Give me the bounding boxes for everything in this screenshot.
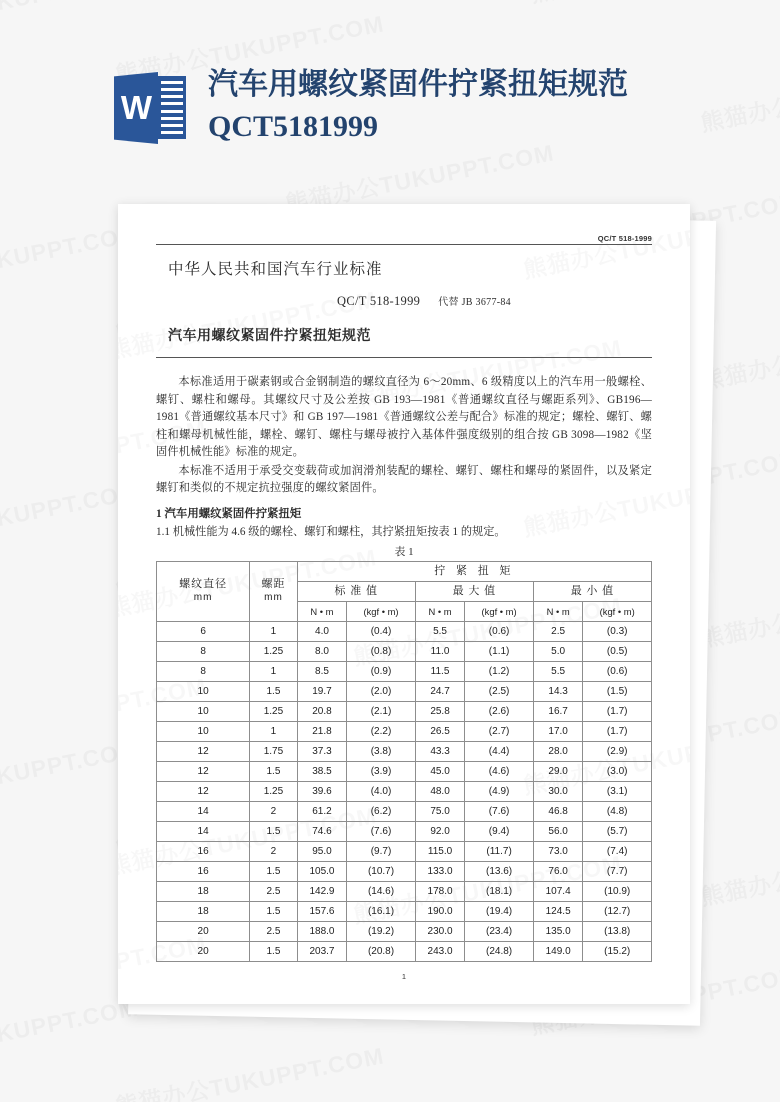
subtitle-rule bbox=[156, 357, 652, 358]
table-cell: 133.0 bbox=[415, 861, 465, 881]
table-cell: (0.6) bbox=[465, 621, 534, 641]
table-cell: (1.1) bbox=[465, 641, 534, 661]
table-cell: 48.0 bbox=[415, 781, 465, 801]
table-cell: (7.6) bbox=[465, 801, 534, 821]
table-row bbox=[157, 661, 652, 681]
header-rule bbox=[156, 244, 652, 245]
table-cell: 75.0 bbox=[415, 801, 465, 821]
table-cell: 1.5 bbox=[250, 681, 298, 701]
table-cell: (14.6) bbox=[347, 881, 416, 901]
document-header bbox=[0, 0, 780, 190]
table-row bbox=[157, 841, 652, 861]
table-cell: 1.75 bbox=[250, 741, 298, 761]
table-cell: 105.0 bbox=[297, 861, 347, 881]
table-cell: 188.0 bbox=[297, 921, 347, 941]
table-header-row-1 bbox=[157, 561, 652, 581]
table-cell: (23.4) bbox=[465, 921, 534, 941]
table-cell: 12 bbox=[157, 741, 250, 761]
table-cell: 16 bbox=[157, 861, 250, 881]
th-thread-diameter-unit: mm bbox=[193, 592, 213, 603]
table-cell: (13.8) bbox=[583, 921, 652, 941]
page-title: 汽车用螺纹紧固件拧紧扭矩规范QCT5181999 bbox=[208, 68, 628, 143]
th-thread-diameter-label: 螺纹直径 bbox=[179, 578, 228, 590]
table-cell: 61.2 bbox=[297, 801, 347, 821]
table-cell: 142.9 bbox=[297, 881, 347, 901]
table-cell: 25.8 bbox=[415, 701, 465, 721]
table-cell: (3.8) bbox=[347, 741, 416, 761]
table-cell: (0.5) bbox=[583, 641, 652, 661]
table-cell: (4.8) bbox=[583, 801, 652, 821]
word-document-icon bbox=[108, 72, 186, 144]
th-pitch-unit: mm bbox=[264, 592, 283, 603]
th-max-value: 最 大 值 bbox=[415, 581, 533, 601]
table-cell: 39.6 bbox=[297, 781, 347, 801]
table-cell: 45.0 bbox=[415, 761, 465, 781]
table-cell: 20.8 bbox=[297, 701, 347, 721]
torque-table bbox=[156, 561, 652, 962]
table-row bbox=[157, 941, 652, 961]
table-cell: (0.9) bbox=[347, 661, 416, 681]
table-cell: (19.2) bbox=[347, 921, 416, 941]
table-cell: 1.5 bbox=[250, 901, 298, 921]
table-cell: 6 bbox=[157, 621, 250, 641]
th-unit-nm-min: N • m bbox=[533, 601, 583, 621]
table-cell: 4.0 bbox=[297, 621, 347, 641]
word-icon-letter: W bbox=[120, 89, 152, 126]
table-cell: 190.0 bbox=[415, 901, 465, 921]
table-row bbox=[157, 681, 652, 701]
table-cell: 21.8 bbox=[297, 721, 347, 741]
table-cell: 10 bbox=[157, 721, 250, 741]
page-number: 1 bbox=[401, 971, 407, 981]
table-cell: (7.4) bbox=[583, 841, 652, 861]
table-cell: 135.0 bbox=[533, 921, 583, 941]
table-cell: (3.9) bbox=[347, 761, 416, 781]
table-cell: 1 bbox=[250, 661, 298, 681]
th-pitch-label: 螺距 bbox=[261, 578, 286, 590]
table-cell: 230.0 bbox=[415, 921, 465, 941]
table-cell: (13.6) bbox=[465, 861, 534, 881]
table-cell: (2.1) bbox=[347, 701, 416, 721]
table-cell: 5.5 bbox=[533, 661, 583, 681]
table-cell: 178.0 bbox=[415, 881, 465, 901]
table-cell: (1.5) bbox=[583, 681, 652, 701]
table-cell: (0.8) bbox=[347, 641, 416, 661]
section-paragraph-1-1: 1.1 机械性能为 4.6 级的螺栓、螺钉和螺柱，其拧紧扭矩按表 1 的规定。 bbox=[156, 525, 506, 538]
table-row bbox=[157, 781, 652, 801]
th-unit-kgf-standard: (kgf • m) bbox=[347, 601, 416, 621]
table-cell: 76.0 bbox=[533, 861, 583, 881]
table-cell: 14 bbox=[157, 801, 250, 821]
table-cell: 24.7 bbox=[415, 681, 465, 701]
table-cell: (9.4) bbox=[465, 821, 534, 841]
table-cell: 8.5 bbox=[297, 661, 347, 681]
table-cell: 14 bbox=[157, 821, 250, 841]
table-cell: (2.5) bbox=[465, 681, 534, 701]
table-row bbox=[157, 801, 652, 821]
standard-code: QC/T 518-1999 bbox=[337, 294, 421, 308]
table-cell: 12 bbox=[157, 761, 250, 781]
table-cell: 149.0 bbox=[533, 941, 583, 961]
table-cell: (19.4) bbox=[465, 901, 534, 921]
table-cell: (2.0) bbox=[347, 681, 416, 701]
th-unit-kgf-min: (kgf • m) bbox=[583, 601, 652, 621]
table-row bbox=[157, 761, 652, 781]
table-cell: (12.7) bbox=[583, 901, 652, 921]
table-row bbox=[157, 861, 652, 881]
table-cell: (4.4) bbox=[465, 741, 534, 761]
table-cell: 157.6 bbox=[297, 901, 347, 921]
table-cell: 74.6 bbox=[297, 821, 347, 841]
table-cell: (2.2) bbox=[347, 721, 416, 741]
table-cell: (9.7) bbox=[347, 841, 416, 861]
table-cell: (4.6) bbox=[465, 761, 534, 781]
watermark-text bbox=[118, 204, 209, 237]
table-cell: 1.5 bbox=[250, 861, 298, 881]
table-cell: (10.9) bbox=[583, 881, 652, 901]
table-cell: (2.7) bbox=[465, 721, 534, 741]
table-cell: 243.0 bbox=[415, 941, 465, 961]
table-caption: 表 1 bbox=[394, 545, 414, 558]
th-torque-group: 拧 紧 扭 矩 bbox=[297, 561, 651, 581]
table-cell: (6.2) bbox=[347, 801, 416, 821]
table-cell: (15.2) bbox=[583, 941, 652, 961]
table-cell: 73.0 bbox=[533, 841, 583, 861]
table-cell: (2.9) bbox=[583, 741, 652, 761]
table-cell: (11.7) bbox=[465, 841, 534, 861]
table-cell: 8 bbox=[157, 661, 250, 681]
table-cell: 43.3 bbox=[415, 741, 465, 761]
table-cell: (4.0) bbox=[347, 781, 416, 801]
table-cell: 203.7 bbox=[297, 941, 347, 961]
table-cell: (1.2) bbox=[465, 661, 534, 681]
table-cell: 37.3 bbox=[297, 741, 347, 761]
national-standard-title: 中华人民共和国汽车行业标准 bbox=[168, 261, 383, 278]
table-cell: 18 bbox=[157, 881, 250, 901]
table-cell: 1.25 bbox=[250, 641, 298, 661]
table-cell: 20 bbox=[157, 941, 250, 961]
watermark-text bbox=[112, 1037, 386, 1102]
table-cell: 2.5 bbox=[533, 621, 583, 641]
table-cell: (7.6) bbox=[347, 821, 416, 841]
table-row bbox=[157, 641, 652, 661]
table-cell: (7.7) bbox=[583, 861, 652, 881]
table-cell: 19.7 bbox=[297, 681, 347, 701]
table-cell: 16.7 bbox=[533, 701, 583, 721]
table-cell: 2 bbox=[250, 841, 298, 861]
table-cell: (2.6) bbox=[465, 701, 534, 721]
table-cell: 26.5 bbox=[415, 721, 465, 741]
th-unit-kgf-max: (kgf • m) bbox=[465, 601, 534, 621]
paragraph-scope-2: 本标准不适用于承受交变载荷或加润滑剂装配的螺栓、螺钉、螺柱和螺母的紧固件，以及紧定螺钉和类似的不规定抗拉强度的螺纹紧固件。 bbox=[156, 464, 652, 494]
table-cell: 1 bbox=[250, 721, 298, 741]
table-cell: 2.5 bbox=[250, 881, 298, 901]
table-cell: 12 bbox=[157, 781, 250, 801]
watermark-text bbox=[698, 570, 780, 655]
th-pitch bbox=[250, 561, 298, 621]
table-cell: 38.5 bbox=[297, 761, 347, 781]
table-row bbox=[157, 921, 652, 941]
table-row bbox=[157, 881, 652, 901]
word-icon-lines bbox=[158, 76, 186, 139]
table-cell: 1.5 bbox=[250, 761, 298, 781]
paragraph-scope-1: 本标准适用于碳素钢或合金钢制造的螺纹直径为 6～20mm、6 级精度以上的汽车用一般螺栓、螺钉、螺柱和螺母。其螺纹尺寸及公差按 GB 193—1981《普通螺纹直径与螺距系列》、GB196—1981《普通螺纹基本尺寸》和 GB 197—1981《普通螺纹公差与配合》标准的规定；螺栓、螺钉、螺柱和螺母机械性能，螺栓、螺钉、螺柱与螺母被拧入基体件强度级别的组合按 GB 3098—1982《坚固件机械性能》标准的规定。 bbox=[156, 376, 652, 458]
table-cell: 1.25 bbox=[250, 781, 298, 801]
table-cell: (1.7) bbox=[583, 721, 652, 741]
watermark-row bbox=[118, 996, 682, 1004]
table-cell: 16 bbox=[157, 841, 250, 861]
watermark-row bbox=[118, 204, 679, 237]
table-row bbox=[157, 721, 652, 741]
table-cell: 1.25 bbox=[250, 701, 298, 721]
table-cell: 10 bbox=[157, 681, 250, 701]
th-min-value: 最 小 值 bbox=[533, 581, 651, 601]
table-cell: 11.0 bbox=[415, 641, 465, 661]
standard-code-line bbox=[156, 293, 652, 309]
table-row bbox=[157, 901, 652, 921]
table-cell: 18 bbox=[157, 901, 250, 921]
table-cell: 2.5 bbox=[250, 921, 298, 941]
document-subtitle: 汽车用螺纹紧固件拧紧扭矩规范 bbox=[168, 329, 371, 344]
table-cell: 14.3 bbox=[533, 681, 583, 701]
section-heading-1: 1 汽车用螺纹紧固件拧紧扭矩 bbox=[156, 507, 302, 520]
table-cell: 1 bbox=[250, 621, 298, 641]
table-cell: (1.7) bbox=[583, 701, 652, 721]
table-cell: 95.0 bbox=[297, 841, 347, 861]
table-cell: 30.0 bbox=[533, 781, 583, 801]
table-cell: 46.8 bbox=[533, 801, 583, 821]
table-cell: (10.7) bbox=[347, 861, 416, 881]
th-unit-nm-standard: N • m bbox=[297, 601, 347, 621]
table-cell: 8.0 bbox=[297, 641, 347, 661]
table-cell: (3.1) bbox=[583, 781, 652, 801]
table-cell: (3.0) bbox=[583, 761, 652, 781]
table-cell: (0.6) bbox=[583, 661, 652, 681]
torque-table-body bbox=[157, 621, 652, 961]
table-cell: 29.0 bbox=[533, 761, 583, 781]
table-cell: (0.3) bbox=[583, 621, 652, 641]
table-cell: (20.8) bbox=[347, 941, 416, 961]
th-unit-nm-max: N • m bbox=[415, 601, 465, 621]
table-cell: 1.5 bbox=[250, 941, 298, 961]
watermark-text bbox=[698, 828, 780, 913]
table-cell: (18.1) bbox=[465, 881, 534, 901]
table-cell: (24.8) bbox=[465, 941, 534, 961]
table-cell: (16.1) bbox=[347, 901, 416, 921]
table-cell: 8 bbox=[157, 641, 250, 661]
standard-code-header: QC/T 518-1999 bbox=[597, 234, 652, 243]
table-row bbox=[157, 821, 652, 841]
table-cell: 11.5 bbox=[415, 661, 465, 681]
table-cell: 5.5 bbox=[415, 621, 465, 641]
table-cell: 1.5 bbox=[250, 821, 298, 841]
table-cell: 17.0 bbox=[533, 721, 583, 741]
table-row bbox=[157, 701, 652, 721]
table-cell: 56.0 bbox=[533, 821, 583, 841]
table-cell: 20 bbox=[157, 921, 250, 941]
table-row bbox=[157, 621, 652, 641]
table-cell: 10 bbox=[157, 701, 250, 721]
document-page bbox=[118, 204, 690, 1004]
table-cell: 28.0 bbox=[533, 741, 583, 761]
th-standard-value: 标 准 值 bbox=[297, 581, 415, 601]
table-cell: 115.0 bbox=[415, 841, 465, 861]
table-cell: (0.4) bbox=[347, 621, 416, 641]
table-cell: 5.0 bbox=[533, 641, 583, 661]
table-cell: 124.5 bbox=[533, 901, 583, 921]
th-thread-diameter bbox=[157, 561, 250, 621]
table-cell: 107.4 bbox=[533, 881, 583, 901]
table-cell: (4.9) bbox=[465, 781, 534, 801]
table-cell: 2 bbox=[250, 801, 298, 821]
replaces-code: 代替 JB 3677-84 bbox=[438, 297, 511, 308]
table-row bbox=[157, 741, 652, 761]
table-cell: (5.7) bbox=[583, 821, 652, 841]
table-cell: 92.0 bbox=[415, 821, 465, 841]
